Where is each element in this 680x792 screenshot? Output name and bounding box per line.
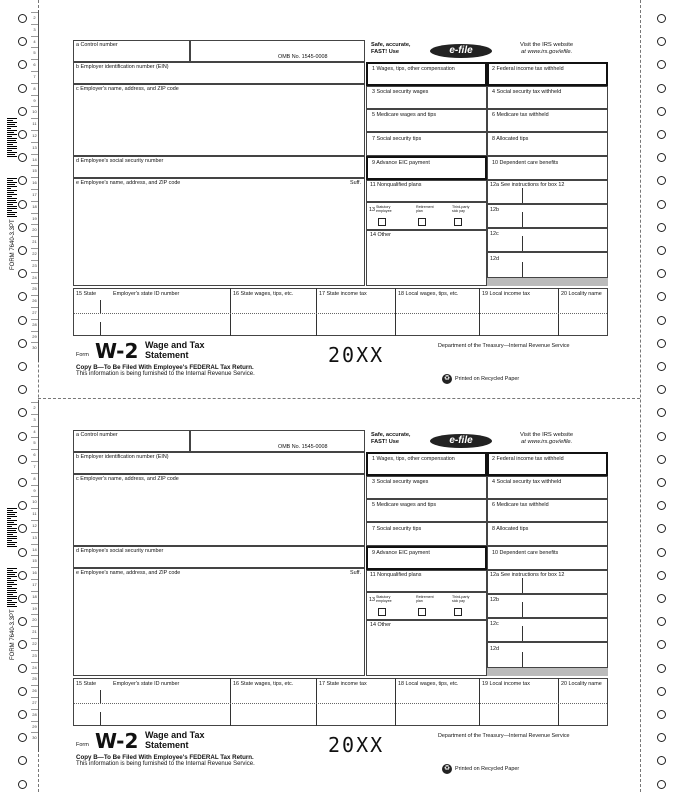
ruler-number: 22 (31, 638, 38, 648)
ruler-number: 5 (31, 47, 38, 57)
barcode-lower (7, 178, 17, 218)
omb-number: OMB No. 1545-0008 (278, 54, 328, 60)
ruler-number: 29 (31, 721, 38, 731)
box-2-label: 2 Federal income tax withheld (492, 456, 564, 462)
ruler-number: 9 (31, 95, 38, 105)
box-16-label: 16 State wages, tips, etc. (233, 681, 294, 687)
box-8-label: 8 Allocated tips (492, 526, 529, 532)
ruler-number: 17 (31, 189, 38, 199)
box-20-label: 20 Locality name (561, 681, 602, 687)
box-12d-label: 12d (490, 646, 499, 652)
third-party-sick-pay-checkbox[interactable] (454, 608, 462, 616)
form-word: Form (76, 352, 89, 358)
box-12d (487, 642, 608, 668)
form-title-1: Wage and Tax (145, 340, 205, 350)
box-c-label: c Employer's name, address, and ZIP code (76, 476, 179, 482)
fast-text: FAST! Use (371, 439, 399, 445)
shaded-area (487, 668, 608, 676)
box-18-label: 18 Local wages, tips, etc. (398, 291, 459, 297)
box-3-label: 3 Social security wages (372, 89, 429, 95)
box-1-label: 1 Wages, tips, other compensation (372, 456, 455, 462)
ruler-number: 12 (31, 520, 38, 530)
ruler-number: 27 (31, 307, 38, 317)
box-15-label: 15 State (76, 291, 97, 297)
box-12c (487, 618, 608, 642)
box-12d-label: 12d (490, 256, 499, 262)
ruler-number: 16 (31, 177, 38, 187)
visit-text: Visit the IRS website (520, 432, 574, 438)
ruler-number: 16 (31, 567, 38, 577)
box-12d-divider (522, 262, 523, 277)
box-9-label: 9 Advance EIC payment (372, 160, 430, 166)
form-title-1: Wage and Tax (145, 730, 205, 740)
box-15-id-label: Employer's state ID number (113, 681, 180, 687)
barcode-upper (7, 508, 17, 548)
ruler-number: 21 (31, 626, 38, 636)
box-9-label: 9 Advance EIC payment (372, 550, 430, 556)
ruler-number: 20 (31, 224, 38, 234)
box-17-label: 17 State income tax (319, 291, 367, 297)
department-text: Department of the Treasury—Internal Revenue Service (438, 343, 570, 349)
box-e-label: e Employee's name, address, and ZIP code (76, 180, 181, 186)
box-12a-divider (522, 578, 523, 593)
recycled-text: Printed on Recycled Paper (455, 376, 520, 382)
suffix-label: Suff. (350, 180, 361, 186)
divider-16 (230, 678, 231, 726)
ruler-number: 8 (31, 473, 38, 483)
ruler-number: 22 (31, 248, 38, 258)
box-13-sick-label: Third-party sick pay (452, 205, 470, 213)
box-12b-divider (522, 212, 523, 227)
ruler-number: 20 (31, 614, 38, 624)
ruler-number: 7 (31, 461, 38, 471)
omb-number: OMB No. 1545-0008 (278, 444, 328, 450)
box-5-label: 5 Medicare wages and tips (372, 112, 437, 118)
box-12c-divider (522, 626, 523, 641)
box-13-label: 13 (369, 207, 375, 213)
box-6-label: 6 Medicare tax withheld (492, 112, 549, 118)
ruler-number: 25 (31, 283, 38, 293)
box-12b-label: 12b (490, 207, 499, 213)
box-d-label: d Employee's social security number (76, 158, 164, 164)
box-12c (487, 228, 608, 252)
box-5-label: 5 Medicare wages and tips (372, 502, 437, 508)
box-15-id-label: Employer's state ID number (113, 291, 180, 297)
box-4-label: 4 Social security tax withheld (492, 479, 562, 485)
box-13-statutory-label: Statutory employee (376, 205, 392, 213)
box-18-label: 18 Local wages, tips, etc. (398, 681, 459, 687)
tax-year: 20XX (328, 733, 385, 757)
ruler-number: 17 (31, 579, 38, 589)
box-11-label: 11 Nonqualified plans (370, 572, 422, 578)
box-1-label: 1 Wages, tips, other compensation (372, 66, 455, 72)
divider-19 (479, 288, 480, 336)
state-divider-bottom (100, 712, 101, 725)
copy-b-text: Copy B—To Be Filed With Employee's FEDERAL Tax Return. (76, 754, 254, 761)
box-3-label: 3 Social security wages (372, 479, 429, 485)
visit-text: Visit the IRS website (520, 42, 574, 48)
box-7-label: 7 Social security tips (372, 136, 422, 142)
ruler-number: 28 (31, 709, 38, 719)
box-12b-label: 12b (490, 597, 499, 603)
divider-18 (395, 288, 396, 336)
third-party-sick-pay-checkbox[interactable] (454, 218, 462, 226)
box-12c-divider (522, 236, 523, 251)
box-20-label: 20 Locality name (561, 291, 602, 297)
ruler-number: 27 (31, 697, 38, 707)
box-19-label: 19 Local income tax (482, 291, 530, 297)
recycle-icon: ♻ (443, 765, 451, 772)
visit-url: at www.irs.gov/efile. (521, 439, 573, 445)
recycled-text: Printed on Recycled Paper (455, 766, 520, 772)
box-14-label: 14 Other (370, 232, 391, 238)
ruler-number: 24 (31, 662, 38, 672)
form-number: W-2 (95, 339, 139, 363)
ruler-number: 19 (31, 603, 38, 613)
retirement-plan-checkbox[interactable] (418, 218, 426, 226)
ruler-number: 14 (31, 154, 38, 164)
ruler-number: 4 (31, 426, 38, 436)
box-12b (487, 204, 608, 228)
ruler-number: 26 (31, 295, 38, 305)
safe-text: Safe, accurate, (371, 432, 411, 438)
box-13-retirement-label: Retirement plan (416, 205, 434, 213)
box-a-label: a Control number (76, 42, 118, 48)
state-divider-bottom (100, 322, 101, 335)
ruler-number: 26 (31, 685, 38, 695)
ruler-number: 13 (31, 532, 38, 542)
divider-20 (558, 288, 559, 336)
ruler-number: 18 (31, 201, 38, 211)
state-row-separator (74, 703, 607, 704)
suffix-label: Suff. (350, 570, 361, 576)
divider-20 (558, 678, 559, 726)
box-10-label: 10 Dependent care benefits (492, 550, 559, 556)
ruler-number: 2 (31, 402, 38, 412)
box-12b-divider (522, 602, 523, 617)
ruler-number: 15 (31, 165, 38, 175)
visit-url: at www.irs.gov/efile. (521, 49, 573, 55)
ruler-number: 13 (31, 142, 38, 152)
ruler-number: 6 (31, 449, 38, 459)
box-2-label: 2 Federal income tax withheld (492, 66, 564, 72)
box-13-label: 13 (369, 597, 375, 603)
shaded-area (487, 278, 608, 286)
ruler-number: 11 (31, 508, 38, 518)
tax-year: 20XX (328, 343, 385, 367)
department-text: Department of the Treasury—Internal Revenue Service (438, 733, 570, 739)
ruler-number: 19 (31, 213, 38, 223)
barcode-upper (7, 118, 17, 158)
ruler-number: 30 (31, 342, 38, 352)
box-b-label: b Employer identification number (EIN) (76, 64, 169, 70)
ruler-number: 25 (31, 673, 38, 683)
box-17-label: 17 State income tax (319, 681, 367, 687)
side-form-label: FORM 7640-3.3PT (10, 219, 16, 270)
box-13-sick-label: Third-party sick pay (452, 595, 470, 603)
ruler-number: 7 (31, 71, 38, 81)
divider-17 (316, 288, 317, 336)
ruler-number: 29 (31, 331, 38, 341)
retirement-plan-checkbox[interactable] (418, 608, 426, 616)
form-title-2: Statement (145, 350, 189, 360)
state-divider-top (100, 300, 101, 313)
ruler-number: 21 (31, 236, 38, 246)
statutory-employee-checkbox[interactable] (378, 218, 386, 226)
ruler-number: 24 (31, 272, 38, 282)
box-16-label: 16 State wages, tips, etc. (233, 291, 294, 297)
box-12c-label: 12c (490, 621, 499, 627)
barcode-lower (7, 568, 17, 608)
box-15-label: 15 State (76, 681, 97, 687)
ruler-number: 6 (31, 59, 38, 69)
state-row-separator (74, 313, 607, 314)
box-12d (487, 252, 608, 278)
box-e-employee (73, 178, 365, 286)
efile-logo: e-file (430, 434, 492, 448)
box-12d-divider (522, 652, 523, 667)
box-12a-label: 12a See instructions for box 12 (490, 182, 565, 188)
ruler-number: 9 (31, 485, 38, 495)
box-e-employee (73, 568, 365, 676)
divider-17 (316, 678, 317, 726)
form-title-2: Statement (145, 740, 189, 750)
ruler-number: 23 (31, 260, 38, 270)
recycle-icon: ♻ (443, 375, 451, 382)
ruler-number: 3 (31, 24, 38, 34)
box-a-label: a Control number (76, 432, 118, 438)
safe-text: Safe, accurate, (371, 42, 411, 48)
divider-19 (479, 678, 480, 726)
box-b-label: b Employer identification number (EIN) (76, 454, 169, 460)
divider-16 (230, 288, 231, 336)
box-c-label: c Employer's name, address, and ZIP code (76, 86, 179, 92)
form-number: W-2 (95, 729, 139, 753)
ruler-number: 3 (31, 414, 38, 424)
ruler-number: 12 (31, 130, 38, 140)
ruler-number: 10 (31, 106, 38, 116)
ruler-number: 14 (31, 544, 38, 554)
ruler-number: 11 (31, 118, 38, 128)
box-11-label: 11 Nonqualified plans (370, 182, 422, 188)
box-19-label: 19 Local income tax (482, 681, 530, 687)
ruler-number: 10 (31, 496, 38, 506)
copy-b-text: Copy B—To Be Filed With Employee's FEDERAL Tax Return. (76, 364, 254, 371)
box-12c-label: 12c (490, 231, 499, 237)
fast-text: FAST! Use (371, 49, 399, 55)
statutory-employee-checkbox[interactable] (378, 608, 386, 616)
ruler-number: 4 (31, 36, 38, 46)
state-divider-top (100, 690, 101, 703)
box-c-employer (73, 474, 365, 546)
box-e-label: e Employee's name, address, and ZIP code (76, 570, 181, 576)
ruler-number: 5 (31, 437, 38, 447)
ruler-number: 15 (31, 555, 38, 565)
w2-copy-lower (0, 390, 680, 786)
efile-logo: e-file (430, 44, 492, 58)
box-7-label: 7 Social security tips (372, 526, 422, 532)
box-12a-label: 12a See instructions for box 12 (490, 572, 565, 578)
furnished-text: This information is being furnished to the Internal Revenue Service. (76, 761, 255, 767)
ruler-number: 23 (31, 650, 38, 660)
box-4-label: 4 Social security tax withheld (492, 89, 562, 95)
ruler-number: 18 (31, 591, 38, 601)
box-13-retirement-label: Retirement plan (416, 595, 434, 603)
ruler-number: 28 (31, 319, 38, 329)
box-d-label: d Employee's social security number (76, 548, 164, 554)
box-10-label: 10 Dependent care benefits (492, 160, 559, 166)
box-14-label: 14 Other (370, 622, 391, 628)
ruler-number: 2 (31, 12, 38, 22)
divider-18 (395, 678, 396, 726)
box-13-statutory-label: Statutory employee (376, 595, 392, 603)
furnished-text: This information is being furnished to the Internal Revenue Service. (76, 371, 255, 377)
box-c-employer (73, 84, 365, 156)
ruler-number: 8 (31, 83, 38, 93)
box-12b (487, 594, 608, 618)
box-8-label: 8 Allocated tips (492, 136, 529, 142)
box-12a-divider (522, 188, 523, 203)
form-word: Form (76, 742, 89, 748)
box-6-label: 6 Medicare tax withheld (492, 502, 549, 508)
ruler-number: 30 (31, 732, 38, 742)
side-form-label: FORM 7640-3.3PT (10, 609, 16, 660)
